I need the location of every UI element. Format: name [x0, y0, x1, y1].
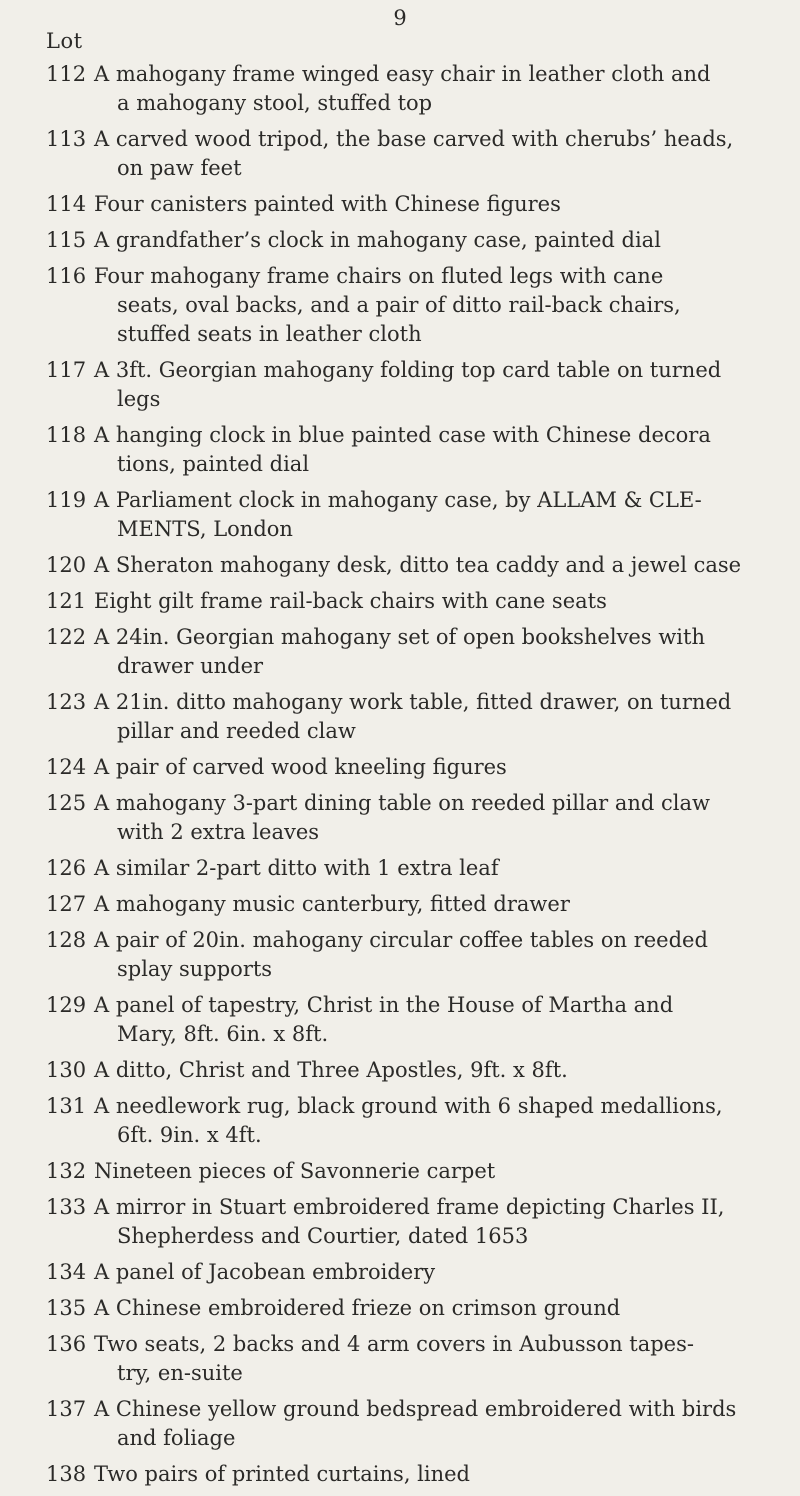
lot-description [94, 991, 794, 1049]
lot-description [94, 60, 794, 118]
lot-entry [46, 551, 794, 580]
lot-description [94, 356, 794, 414]
lot-entry [46, 1193, 794, 1251]
description-line: with 2 extra leaves [117, 820, 320, 844]
lot-number: 124 [46, 755, 87, 779]
page-number: 9 [393, 6, 407, 30]
lot-number: 115 [46, 228, 87, 252]
description-line: Shepherdess and Courtier, dated 1653 [117, 1224, 529, 1248]
lot-entry [46, 486, 794, 544]
lot-entry [46, 60, 794, 118]
lot-description [94, 486, 794, 544]
description-line: A mahogany music canterbury, fitted drawer [94, 892, 570, 916]
lot-column-header: Lot [46, 29, 83, 53]
description-line: A Chinese embroidered frieze on crimson ground [94, 1296, 621, 1320]
lot-entry [46, 854, 794, 883]
lot-entry [46, 421, 794, 479]
lot-number: 135 [46, 1296, 87, 1320]
lot-description [94, 1193, 794, 1251]
lot-entry [46, 1330, 794, 1388]
lot-number: 129 [46, 993, 87, 1017]
lot-entry [46, 1460, 794, 1489]
lot-description [94, 226, 794, 255]
description-line: stuffed seats in leather cloth [117, 322, 422, 346]
lot-number: 118 [46, 423, 87, 447]
lot-entry [46, 1092, 794, 1150]
lot-number: 137 [46, 1397, 87, 1421]
lot-number: 128 [46, 928, 87, 952]
lot-number: 116 [46, 264, 87, 288]
lot-description [94, 125, 794, 183]
lot-entry [46, 125, 794, 183]
description-line: pillar and reeded claw [117, 719, 356, 743]
lot-description [94, 190, 794, 219]
lot-number: 123 [46, 690, 87, 714]
lot-number: 112 [46, 62, 87, 86]
description-line: Eight gilt frame rail-back chairs with cane seats [94, 589, 607, 613]
lot-number: 113 [46, 127, 87, 151]
description-line: a mahogany stool, stuffed top [117, 91, 433, 115]
description-line: Four mahogany frame chairs on fluted legs with cane [94, 264, 664, 288]
description-line: A panel of tapestry, Christ in the House of Martha and [94, 993, 674, 1017]
lot-entry [46, 623, 794, 681]
lot-entry [46, 587, 794, 616]
lot-description [94, 262, 794, 349]
lot-description [94, 688, 794, 746]
description-line: A ditto, Christ and Three Apostles, 9ft. x 8ft. [94, 1058, 568, 1082]
description-line: drawer under [117, 654, 264, 678]
description-line: A Chinese yellow ground bedspread embroidered with birds [94, 1397, 737, 1421]
lot-number: 120 [46, 553, 87, 577]
lot-description [94, 623, 794, 681]
description-line: legs [117, 387, 161, 411]
lot-number: 114 [46, 192, 87, 216]
description-line: Four canisters painted with Chinese figures [94, 192, 561, 216]
lot-list [46, 60, 794, 1496]
description-line: 6ft. 9in. x 4ft. [117, 1123, 262, 1147]
lot-description [94, 854, 794, 883]
lot-entry [46, 356, 794, 414]
description-line: A mahogany frame winged easy chair in leather cloth and [94, 62, 711, 86]
description-line: try, en-suite [117, 1361, 243, 1385]
lot-number: 134 [46, 1260, 87, 1284]
lot-number: 138 [46, 1462, 87, 1486]
lot-description [94, 789, 794, 847]
lot-entry [46, 890, 794, 919]
lot-entry [46, 1056, 794, 1085]
lot-description [94, 1294, 794, 1323]
lot-number: 121 [46, 589, 87, 613]
description-line: and foliage [117, 1426, 236, 1450]
lot-number: 127 [46, 892, 87, 916]
lot-number: 122 [46, 625, 87, 649]
description-line: A carved wood tripod, the base carved with cherubs’ heads, [94, 127, 734, 151]
description-line: seats, oval backs, and a pair of ditto rail-back chairs, [117, 293, 681, 317]
lot-number: 136 [46, 1332, 87, 1356]
lot-number: 131 [46, 1094, 87, 1118]
lot-number: 117 [46, 358, 87, 382]
description-line: A mahogany 3-part dining table on reeded pillar and claw [94, 791, 710, 815]
description-line: A panel of Jacobean embroidery [94, 1260, 436, 1284]
description-line: A 21in. ditto mahogany work table, fitted drawer, on turned [94, 690, 732, 714]
lot-entry [46, 688, 794, 746]
description-line: Nineteen pieces of Savonnerie carpet [94, 1159, 496, 1183]
lot-entry [46, 226, 794, 255]
lot-number: 125 [46, 791, 87, 815]
lot-description [94, 1157, 794, 1186]
lot-description [94, 890, 794, 919]
description-line: A pair of carved wood kneeling figures [94, 755, 507, 779]
description-line: A 24in. Georgian mahogany set of open bookshelves with [94, 625, 705, 649]
lot-description [94, 551, 794, 580]
description-line: Mary, 8ft. 6in. x 8ft. [117, 1022, 329, 1046]
lot-description [94, 421, 794, 479]
lot-number: 130 [46, 1058, 87, 1082]
lot-description [94, 1056, 794, 1085]
lot-entry [46, 1258, 794, 1287]
description-line: A grandfather’s clock in mahogany case, painted dial [94, 228, 661, 252]
description-line: Two seats, 2 backs and 4 arm covers in Aubusson tapes- [94, 1332, 694, 1356]
lot-number: 132 [46, 1159, 87, 1183]
lot-number: 126 [46, 856, 87, 880]
lot-description [94, 753, 794, 782]
description-line: A similar 2-part ditto with 1 extra leaf [94, 856, 499, 880]
lot-entry [46, 1157, 794, 1186]
lot-number: 119 [46, 488, 87, 512]
lot-description [94, 587, 794, 616]
lot-entry [46, 991, 794, 1049]
description-line: A 3ft. Georgian mahogany folding top card table on turned [94, 358, 722, 382]
lot-description [94, 926, 794, 984]
lot-entry [46, 926, 794, 984]
lot-entry [46, 1294, 794, 1323]
description-line: on paw feet [117, 156, 242, 180]
lot-entry [46, 262, 794, 349]
description-line: A Sheraton mahogany desk, ditto tea caddy and a jewel case [94, 553, 742, 577]
description-line: Two pairs of printed curtains, lined [94, 1462, 471, 1486]
description-line: A hanging clock in blue painted case with Chinese decora [94, 423, 711, 447]
description-line: A mirror in Stuart embroidered frame depicting Charles II, [94, 1195, 725, 1219]
lot-description [94, 1330, 794, 1388]
description-line: A needlework rug, black ground with 6 shaped medallions, [94, 1094, 723, 1118]
description-line: tions, painted dial [117, 452, 310, 476]
lot-description [94, 1460, 794, 1489]
lot-entry [46, 753, 794, 782]
lot-entry [46, 1395, 794, 1453]
description-line: A Parliament clock in mahogany case, by ALLAM & CLE- [94, 488, 702, 512]
lot-entry [46, 789, 794, 847]
lot-entry [46, 190, 794, 219]
lot-description [94, 1395, 794, 1453]
description-line: A pair of 20in. mahogany circular coffee tables on reeded [94, 928, 708, 952]
lot-number: 133 [46, 1195, 87, 1219]
lot-description [94, 1258, 794, 1287]
lot-description [94, 1092, 794, 1150]
description-line: splay supports [117, 957, 273, 981]
description-line: MENTS, London [117, 517, 293, 541]
